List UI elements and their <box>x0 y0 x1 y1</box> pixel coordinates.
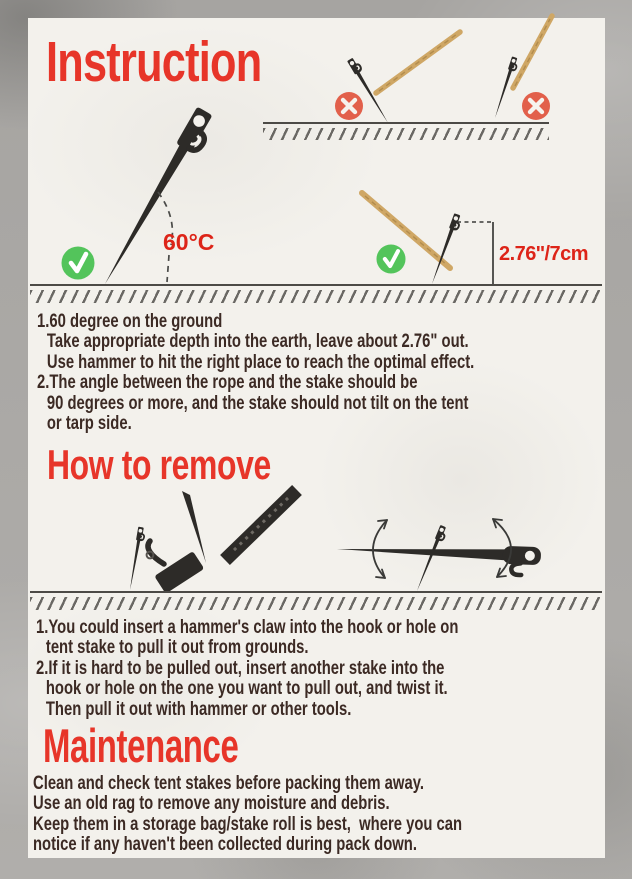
step-line: 1.You could insert a hammer's claw into the hook or hole on <box>36 616 459 638</box>
maintenance-line: notice if any haven't been collected during pack down. <box>33 833 417 856</box>
remove-steps <box>36 617 458 719</box>
tent-stake-icon <box>429 213 463 286</box>
maintenance-line: Clean and check tent stakes before packing them away. <box>33 772 424 794</box>
maintenance-line: Keep them in a storage bag/stake roll is best, where you can <box>33 812 463 835</box>
check-icon <box>62 247 95 280</box>
step-line: Take appropriate depth into the earth, leave about 2.76" out. <box>46 330 469 353</box>
hammer-head-icon <box>154 551 204 594</box>
step-line: 1.60 degree on the ground <box>37 310 223 332</box>
angle-arc-tail <box>167 255 169 282</box>
check-icon <box>376 244 405 273</box>
twist-stake-diagram <box>330 492 562 598</box>
instruction-steps <box>37 311 474 433</box>
ground-hatch <box>30 591 602 610</box>
step-line: tent stake to pull it out from grounds. <box>45 636 309 659</box>
wrong-angle-diagram <box>263 14 555 124</box>
section-title-maintenance: Maintenance <box>43 719 239 772</box>
rope-texture <box>515 19 550 86</box>
x-icon <box>522 92 550 120</box>
depth-label: 2.76''/7cm <box>499 243 589 265</box>
tent-stake-icon <box>97 107 217 292</box>
x-icon <box>335 92 363 120</box>
step-line: or tarp side. <box>46 412 132 435</box>
step-line: 2.If it is hard to be pulled out, insert another stake into the <box>36 656 445 679</box>
hammer-claw-prong <box>182 491 206 563</box>
step-line: 90 degrees or more, and the stake should not tilt on the tent <box>46 391 469 414</box>
ground-hatch <box>263 122 549 140</box>
maintenance-line: Use an old rag to remove any moisture and debris. <box>33 792 390 815</box>
ground-hatch <box>30 284 602 303</box>
maintenance-text <box>33 773 462 855</box>
tent-stake-icon <box>414 525 448 593</box>
section-title-remove: How to remove <box>47 441 271 488</box>
correct-depth-diagram <box>340 183 602 290</box>
step-line: Use hammer to hit the right place to reach the optimal effect. <box>46 350 475 373</box>
step-line: 2.The angle between the rope and the stake should be <box>37 371 418 394</box>
hammer-pull-diagram <box>100 478 315 598</box>
step-line: Then pull it out with hammer or other tools. <box>45 697 352 720</box>
step-line: hook or hole on the one you want to pull out, and twist it. <box>45 677 448 700</box>
tent-stake-icon <box>127 527 145 591</box>
section-title-instruction: Instruction <box>46 30 262 94</box>
angle-label: 60°C <box>163 229 215 255</box>
